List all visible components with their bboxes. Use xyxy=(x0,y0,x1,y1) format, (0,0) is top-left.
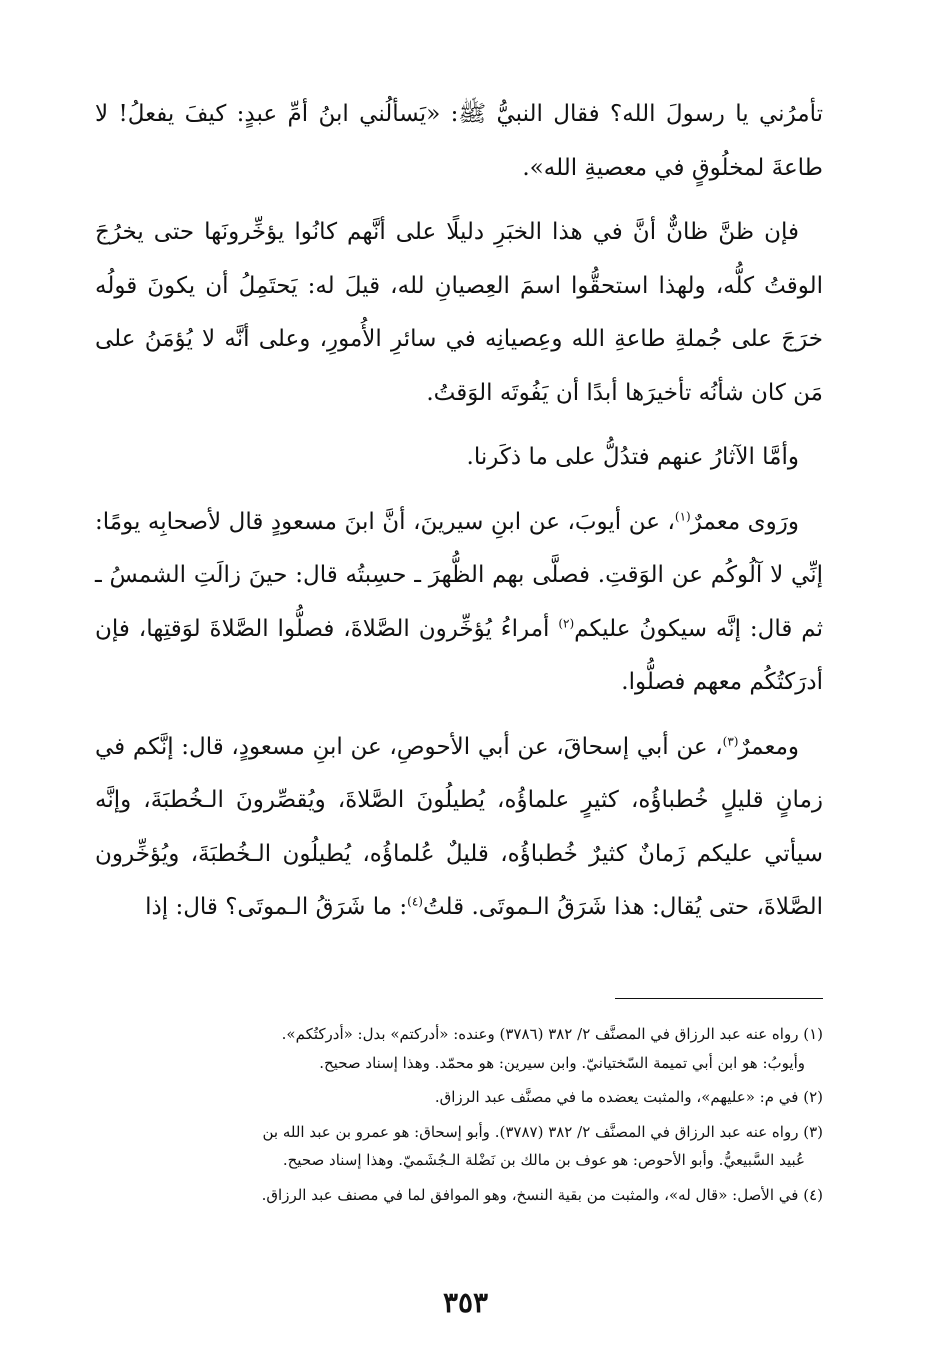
page-number: ٣٥٣ xyxy=(442,1286,489,1319)
footnote-3-line-2: عُبيد السَّبيعيُّ. وأبو الأحوص: هو عوف بن مالك بن نَضْلة الـجُشَميّ. وهذا إسناد صحيح. xyxy=(282,1151,805,1169)
paragraph-5-middle: ، عن أبي إسحاقَ، عن أبي الأحوصِ، عن ابنِ مسعودٍ، قال: إنَّكم في زمانٍ قليلٍ خُطباؤُه، كثيرٍ علماؤُه، يُطيلُونَ الصَّلاةَ، ويُقصِّرونَ الـخُطبَةَ، وإنَّه سيأتي عليكم زَمانٌ كثيرٌ خُطباؤُه، قليلٌ عُلماؤُه، يُطيلُون الـخُطبَةَ، ويُؤخِّرون الصَّلاةَ، حتى يُقال: هذا شَرَقُ الـموتَى. قلتُ xyxy=(95,733,823,920)
footnote-ref-4[interactable]: (٤) xyxy=(407,894,423,909)
footnote-1-line-2: وأيوبُ: هو ابن أبي تميمة السّختيانيّ. وابن سيرين: هو محمّد. وهذا إسناد صحيح. xyxy=(319,1053,805,1072)
footnote-ref-3[interactable]: (٣) xyxy=(722,733,739,748)
paragraph-4-middle: ، عن أيوبَ، عن ابنِ سيرينَ، أنَّ ابنَ مسعودٍ قال لأصحابِه يومًا: إنِّي لا آلُوكُم عن الوَقتِ. فصلَّى بهم الظُّهرَ ـ حسِبتُه قال: حينَ زالَتِ الشمسُ ـ ثم قال: إنَّه سيكونُ عليكم xyxy=(95,508,823,642)
footnote-4 xyxy=(95,1181,823,1210)
paragraph-1: تأمرُني يا رسولَ الله؟ فقال النبيُّ ﷺ: «يَسألُني ابنُ أمِّ عبدٍ: كيفَ يفعلُ! لا طاعةَ لمخلُوقٍ في معصيةِ الله». xyxy=(95,101,823,181)
footnote-3 xyxy=(95,1118,823,1175)
paragraph-3: وأمَّا الآثارُ عنهم فتدُلُّ على ما ذكَرنا. xyxy=(466,444,799,470)
footnote-4-line-1: (٤) في الأصل: «قال له»، والمثبت من بقية النسخ، وهو الموافق لما في مصنف عبد الرزاق. xyxy=(261,1185,823,1204)
footnote-2 xyxy=(95,1083,823,1112)
paragraph-4-end: أمراءُ يُؤخِّرون الصَّلاةَ، فصلُّوا الصَّلاةَ لوَقتِها، فإن أدرَكتُكُم معهم فصلُّوا. xyxy=(95,615,823,695)
main-text xyxy=(95,88,823,935)
footnote-ref-2[interactable]: (٢) xyxy=(558,615,575,630)
paragraph-5 xyxy=(95,721,823,935)
footnote-separator xyxy=(615,998,823,999)
footnote-2-line-1: (٢) في م: «عليهم»، والمثبت يعضده ما في مصنَّف عبد الرزاق. xyxy=(434,1088,823,1106)
footnote-ref-1[interactable]: (١) xyxy=(674,508,691,523)
footnotes xyxy=(95,1020,823,1215)
paragraph-4-start: ورَوى معمرٌ xyxy=(690,508,799,535)
paragraph-5-end: : ما شَرَقُ الـموتَى؟ قال: إذا xyxy=(145,894,408,920)
paragraph-5-start: ومعمرٌ xyxy=(738,733,799,760)
footnote-1-line-1: (١) رواه عنه عبد الرزاق في المصنَّف ٢/ ٣٨٢ (٣٧٨٦) وعنده: «أدركتم» بدل: «أدركتُكم». xyxy=(281,1025,823,1043)
paragraph-2: فإن ظنَّ ظانٌّ أنَّ في هذا الخبَرِ دليلًا على أنَّهم كانُوا يؤخِّرونَها حتى يخرُجَ الوقتُ كلُّه، ولهذا استحقُّوا اسمَ العِصيانِ لله، قيلَ له: يَحتَمِلُ أن يكونَ قولُه خرَجَ على جُملةِ طاعةِ الله وعِصيانِه في سائرِ الأُمورِ، وعلى أنَّه لا يُؤمَنُ على مَن كان شأنُه تأخيرَها أبدًا أن يَفُوتَه الوَقتُ. xyxy=(95,219,823,406)
paragraph-4 xyxy=(95,496,823,710)
footnote-1 xyxy=(95,1020,823,1077)
footnote-3-line-1: (٣) رواه عنه عبد الرزاق في المصنَّف ٢/ ٣٨٢ (٣٧٨٧). وأبو إسحاق: هو عمرو بن عبد الله بن xyxy=(262,1122,823,1141)
